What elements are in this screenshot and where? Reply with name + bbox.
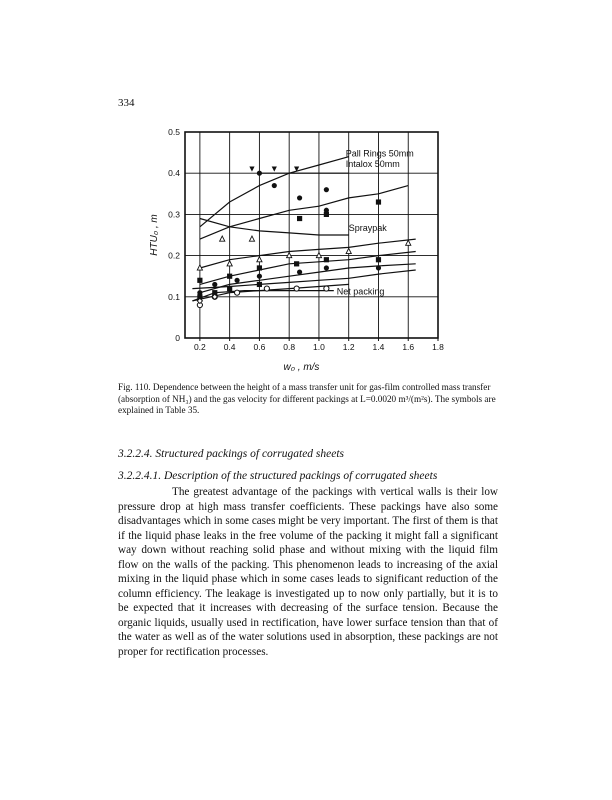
figure-110 [140,120,480,380]
y-tick-label: 0.3 [168,209,180,220]
data-point [324,212,329,217]
x-axis-label: w₀ , m/s [283,362,320,373]
chart [140,120,480,380]
data-point [297,216,302,221]
data-point [257,171,262,176]
data-point [316,253,321,258]
data-point [249,166,254,171]
series-curve [200,219,349,236]
annotation-label: Net packing [336,286,385,297]
data-point [297,195,302,200]
data-point [227,286,232,291]
data-point [220,236,225,241]
data-point [272,183,277,188]
annotation-label: Spraypak [348,222,387,233]
x-tick-label: 0.2 [193,342,206,352]
data-point [264,286,269,291]
page-number: 334 [118,97,135,109]
data-point [197,278,202,283]
data-point [257,282,262,287]
data-point [227,261,232,266]
data-point [227,274,232,279]
data-point [324,187,329,192]
subsection-heading: 3.2.2.4.1. Description of the structured packings of corrugated sheets [118,470,438,482]
y-tick-label: 0.2 [168,250,180,261]
annotation-label: Intalox 50mm [345,159,400,170]
x-tick-label: 0.4 [223,342,236,352]
data-point [234,278,239,283]
data-point [376,265,381,270]
x-tick-label: 1.6 [402,342,415,352]
data-point [324,265,329,270]
data-point [287,253,292,258]
data-point [297,269,302,274]
x-tick-label: 1.4 [372,342,385,352]
data-point [324,286,329,291]
data-point [257,274,262,279]
x-tick-label: 1.2 [342,342,355,352]
figure-caption: Fig. 110. Dependence between the height of a mass transfer unit for gas-film controlled mass transfer (absorption of NH₃) and the gas velocity for different packings at L=0.0020 m³/(m²s). The symbols are explained in Table 35. [118,382,496,415]
data-point [406,240,411,245]
series-curve [200,252,416,285]
data-point [257,265,262,270]
data-point [346,248,351,253]
y-tick-label: 0.5 [168,127,180,137]
data-point [234,290,239,295]
data-point [376,257,381,262]
y-tick-label: 0.1 [168,291,180,302]
body-paragraph: The greatest advantage of the packings with vertical walls is their low pressure drop at high mass transfer coefficients. These packings have also some disadvantages which in some cases might be very important. The first of them is that if the liquid phase leaks in the free volume of the packing it might fall a significant way down without reaching solid phase and without mixing with the liquid film flow on the walls of the packing. This phenomenon leads to increasing of the axial mixing in the liquid phase which in some cases leads to significant reduction of the column efficiency. The leakage is investigated up to now only partially, but it is to be expected that it increases with decreasing of the surface tension. Because the organic liquids, usually used in rectification, have lower surface tension than that of the water as well as of the water solutions used in absorption, these packings are not proper for rectification processes. [118,486,498,658]
x-tick-label: 0.8 [283,342,296,352]
y-axis-label: HTU₀ , m [149,214,160,256]
data-point [294,261,299,266]
section-heading: 3.2.2.4. Structured packings of corrugated sheets [118,448,345,460]
annotation-label: Pall Rings 50mm [345,148,414,159]
data-point [294,286,299,291]
series-curve [200,239,416,268]
data-point [324,257,329,262]
data-point [272,166,277,171]
data-point [257,257,262,262]
x-tick-label: 1.0 [313,342,325,352]
data-point [376,199,381,204]
x-tick-label: 0.6 [253,342,266,352]
x-tick-label: 1.8 [432,342,444,352]
y-tick-label: 0 [175,333,180,343]
data-point [249,236,254,241]
data-point [212,282,217,287]
y-tick-label: 0.4 [168,168,180,179]
